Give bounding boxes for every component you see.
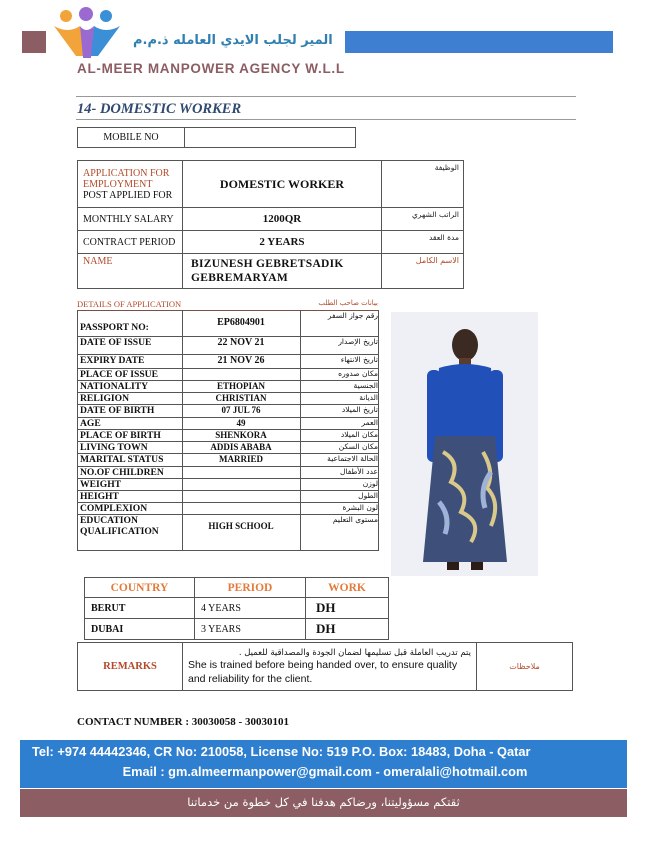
details-row-label-arabic: مكان الميلاد — [340, 430, 378, 439]
details-row-label: PLACE OF BIRTH — [80, 430, 161, 441]
name-value-cell — [182, 253, 382, 289]
post-applied-label: POST APPLIED FOR — [83, 189, 173, 201]
details-row-value: EP6804901 — [217, 317, 265, 328]
details-row-value: 21 NOV 26 — [217, 355, 265, 366]
contract-value: 2 YEARS — [182, 230, 382, 254]
grid-line — [77, 478, 379, 479]
salary-label-arabic: الراتب الشهري — [412, 210, 459, 219]
grid-line — [77, 380, 379, 381]
grid-line — [77, 466, 379, 467]
remarks-label: REMARKS — [77, 642, 183, 691]
grid-line — [77, 550, 379, 551]
experience-period-cell: 3 YEARS — [194, 618, 306, 640]
remarks-text-english: She is trained before being handed over, to ensure quality and reliability for the client. — [188, 658, 458, 685]
details-row-value: ADDIS ABABA — [210, 442, 272, 452]
contract-label-arabic-cell — [381, 230, 464, 254]
grid-line — [77, 441, 379, 442]
grid-line — [77, 417, 379, 418]
details-row-label-arabic: الطول — [358, 491, 378, 500]
details-row-label: PASSPORT NO: — [80, 322, 149, 333]
name-value-line1: BIZUNESH GEBRETSADIK — [191, 258, 344, 270]
name-value-line2: GEBREMARYAM — [191, 272, 289, 284]
details-row-label: NO.OF CHILDREN — [80, 467, 164, 478]
header-accent-bar-right — [345, 31, 613, 53]
details-row-label-arabic: لوزن — [362, 479, 378, 488]
details-row-label: HEIGHT — [80, 491, 119, 502]
agency-name-arabic: المير لجلب الايدي العامله ذ.م.م — [133, 33, 333, 48]
details-row-label: AGE — [80, 418, 101, 429]
experience-header-cell: WORK — [305, 577, 389, 598]
grid-line — [77, 336, 379, 337]
document-title: 14- DOMESTIC WORKER — [77, 101, 242, 117]
details-row-label: DATE OF ISSUE — [80, 337, 152, 348]
grid-line — [77, 453, 379, 454]
details-row-label-arabic: الحالة الاجتماعية — [327, 454, 378, 463]
applicant-photo-image — [391, 312, 538, 576]
experience-header-cell: COUNTRY — [84, 577, 195, 598]
experience-work-cell: DH — [305, 597, 389, 619]
details-row-label: NATIONALITY — [80, 381, 149, 392]
post-applied-value: DOMESTIC WORKER — [182, 160, 382, 208]
grid-line — [77, 404, 379, 405]
divider — [76, 119, 576, 120]
mobile-value — [184, 127, 356, 148]
remarks-label-arabic-cell — [476, 642, 573, 691]
details-row-value: 49 — [236, 418, 246, 428]
grid-line — [77, 514, 379, 515]
experience-header-cell: PERIOD — [194, 577, 306, 598]
details-row-label-arabic: لون البشرة — [342, 503, 378, 512]
grid-line — [77, 429, 379, 430]
details-row-value: ETHOPIAN — [216, 381, 265, 391]
experience-work-cell: DH — [305, 618, 389, 640]
grid-line — [77, 502, 379, 503]
details-row-label-arabic: مكان السكن — [338, 442, 378, 451]
details-header: DETAILS OF APPLICATION — [77, 299, 182, 309]
details-row-label-arabic: تاريخ الميلاد — [341, 405, 378, 414]
details-row-label: COMPLEXION — [80, 503, 148, 514]
header-accent-bar-left — [22, 31, 46, 53]
details-row-label: WEIGHT — [80, 479, 122, 490]
details-row-label-arabic: الديانة — [359, 393, 378, 402]
footer-email: Email : gm.almeermanpower@gmail.com - omeralali@hotmail.com — [122, 764, 528, 779]
applicant-photo — [391, 312, 538, 576]
contract-label-arabic: مدة العقد — [429, 233, 459, 242]
grid-line — [77, 392, 379, 393]
details-header-arabic: بيانات صاحب الطلب — [318, 299, 378, 307]
details-row-label-arabic: تاريخ الإصدار — [338, 337, 378, 346]
post-applied-label-arabic-cell — [381, 160, 464, 208]
agency-name-english: AL-MEER MANPOWER AGENCY W.L.L — [77, 61, 345, 76]
post-applied-label-arabic: الوظيفة — [434, 163, 459, 172]
details-row-label-arabic: عدد الأطفال — [340, 467, 378, 476]
grid-line — [77, 368, 379, 369]
details-row-value: HIGH SCHOOL — [208, 521, 274, 531]
details-row-value: CHRISTIAN — [215, 393, 267, 403]
name-label: NAME — [77, 253, 183, 289]
footer-address: Tel: +974 44442346, CR No: 210058, License No: 519 P.O. Box: 18483, Doha - Qatar — [32, 744, 531, 759]
details-row-label: EDUCATION QUALIFICATION — [80, 515, 159, 537]
remarks-content-cell — [182, 642, 477, 691]
details-row-label-arabic: تاريخ الانتهاء — [340, 355, 378, 364]
experience-country-cell: BERUT — [84, 597, 195, 619]
salary-value: 1200QR — [182, 207, 382, 231]
details-row-value: 22 NOV 21 — [217, 337, 265, 348]
contact-numbers: CONTACT NUMBER : 30030058 - 30030101 — [77, 716, 289, 728]
details-row-label: DATE OF BIRTH — [80, 405, 155, 416]
details-row-label: MARITAL STATUS — [80, 454, 164, 465]
remarks-text-arabic: يتم تدريب العاملة قبل تسليمها لضمان الجودة والمصداقية للعميل . — [238, 647, 471, 658]
salary-label-arabic-cell — [381, 207, 464, 231]
details-row-value: 07 JUL 76 — [221, 405, 261, 415]
application-label-cell — [77, 160, 183, 208]
details-row-label: PLACE OF ISSUE — [80, 369, 159, 380]
name-label-arabic: الاسم الكامل — [415, 256, 459, 265]
details-row-value: SHENKORA — [215, 430, 267, 440]
details-row-label: LIVING TOWN — [80, 442, 148, 453]
experience-period-cell: 4 YEARS — [194, 597, 306, 619]
details-row-value: MARRIED — [219, 454, 263, 464]
details-row-label: RELIGION — [80, 393, 130, 404]
details-row-label-arabic: رقم جواز السفر — [327, 311, 378, 320]
grid-line — [77, 354, 379, 355]
details-row-label-arabic: الجنسية — [353, 381, 378, 390]
details-row-label-arabic: مستوى التعليم — [332, 515, 378, 524]
name-label-arabic-cell — [381, 253, 464, 289]
application-label: APPLICATION FOR EMPLOYMENT — [83, 167, 170, 190]
details-row-label: EXPIRY DATE — [80, 355, 145, 366]
remarks-label-arabic: ملاحظات — [509, 662, 540, 671]
mobile-label: MOBILE NO — [77, 127, 185, 148]
footer-tagline-arabic: ثقتكم مسؤوليتنا، ورضاكم هدفنا في كل خطوة من خدماتنا — [187, 795, 460, 809]
details-row-label-arabic: العمر — [361, 418, 378, 427]
salary-label: MONTHLY SALARY — [77, 207, 183, 231]
contract-label: CONTRACT PERIOD — [77, 230, 183, 254]
details-row-label-arabic: مكان صدوره — [338, 369, 378, 378]
grid-line — [77, 490, 379, 491]
experience-country-cell: DUBAI — [84, 618, 195, 640]
agency-logo — [46, 4, 128, 60]
divider — [76, 96, 576, 97]
